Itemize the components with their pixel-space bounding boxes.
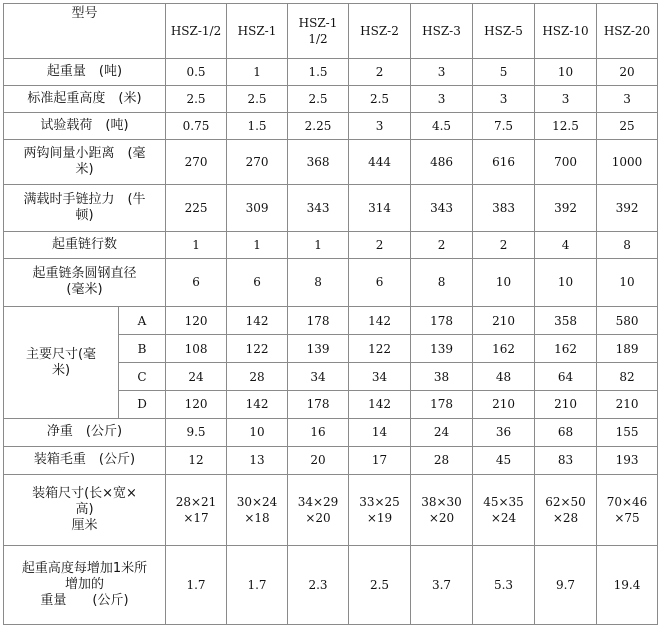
row-label: 起重量 (吨): [4, 58, 166, 85]
value-cell: 10: [597, 258, 658, 307]
table-row: [4, 258, 658, 307]
value-cell: 3: [411, 58, 473, 85]
value-cell: 45×35 ×24: [473, 474, 535, 545]
value-cell: 25: [597, 112, 658, 139]
value-cell: 2.5: [166, 85, 227, 112]
value-cell: 28×21 ×17: [166, 474, 227, 545]
value-cell: 2: [473, 231, 535, 258]
value-cell: 12: [166, 446, 227, 474]
model-cell: HSZ-1 1/2: [288, 4, 349, 59]
dimension-sub-label: A: [119, 307, 166, 335]
value-cell: 270: [166, 139, 227, 185]
value-cell: 30×24 ×18: [227, 474, 288, 545]
value-cell: 10: [535, 58, 597, 85]
row-label: 装箱毛重 (公斤): [4, 446, 166, 474]
value-cell: 0.75: [166, 112, 227, 139]
dimensions-label: 主要尺寸(毫 米): [4, 307, 119, 419]
value-cell: 14: [349, 418, 411, 446]
value-cell: 16: [288, 418, 349, 446]
row-label: 标准起重高度 (米): [4, 85, 166, 112]
dimension-sub-label: C: [119, 363, 166, 391]
value-cell: 38×30 ×20: [411, 474, 473, 545]
value-cell: 9.7: [535, 546, 597, 625]
value-cell: 12.5: [535, 112, 597, 139]
value-cell: 210: [535, 391, 597, 419]
value-cell: 2.25: [288, 112, 349, 139]
value-cell: 162: [473, 335, 535, 363]
row-label: 净重 (公斤): [4, 418, 166, 446]
value-cell: 5.3: [473, 546, 535, 625]
value-cell: 36: [473, 418, 535, 446]
value-cell: 1: [227, 231, 288, 258]
value-cell: 1: [288, 231, 349, 258]
value-cell: 7.5: [473, 112, 535, 139]
row-label: 装箱尺寸(长×宽× 高) 厘米: [4, 474, 166, 545]
value-cell: 314: [349, 185, 411, 232]
value-cell: 1.5: [227, 112, 288, 139]
value-cell: 1.7: [227, 546, 288, 625]
value-cell: 3: [597, 85, 658, 112]
value-cell: 178: [288, 391, 349, 419]
value-cell: 142: [227, 391, 288, 419]
value-cell: 4.5: [411, 112, 473, 139]
value-cell: 19.4: [597, 546, 658, 625]
dimension-sub-label: B: [119, 335, 166, 363]
value-cell: 2: [411, 231, 473, 258]
value-cell: 62×50 ×28: [535, 474, 597, 545]
model-cell: HSZ-10: [535, 4, 597, 59]
value-cell: 178: [411, 307, 473, 335]
value-cell: 142: [349, 307, 411, 335]
value-cell: 270: [227, 139, 288, 185]
value-cell: 1: [227, 58, 288, 85]
value-cell: 9.5: [166, 418, 227, 446]
value-cell: 24: [166, 363, 227, 391]
table-row: [4, 474, 658, 545]
row-label: 试验载荷 (吨): [4, 112, 166, 139]
value-cell: 486: [411, 139, 473, 185]
value-cell: 45: [473, 446, 535, 474]
value-cell: 2.3: [288, 546, 349, 625]
value-cell: 10: [535, 258, 597, 307]
value-cell: 68: [535, 418, 597, 446]
value-cell: 6: [166, 258, 227, 307]
value-cell: 20: [288, 446, 349, 474]
value-cell: 34: [349, 363, 411, 391]
value-cell: 6: [227, 258, 288, 307]
value-cell: 122: [227, 335, 288, 363]
dimension-row: [4, 307, 658, 335]
value-cell: 0.5: [166, 58, 227, 85]
value-cell: 38: [411, 363, 473, 391]
value-cell: 8: [411, 258, 473, 307]
value-cell: 2: [349, 58, 411, 85]
value-cell: 343: [288, 185, 349, 232]
model-cell: HSZ-1/2: [166, 4, 227, 59]
value-cell: 2.5: [227, 85, 288, 112]
value-cell: 700: [535, 139, 597, 185]
value-cell: 34×29 ×20: [288, 474, 349, 545]
value-cell: 383: [473, 185, 535, 232]
value-cell: 368: [288, 139, 349, 185]
value-cell: 108: [166, 335, 227, 363]
table-row: [4, 139, 658, 185]
value-cell: 5: [473, 58, 535, 85]
value-cell: 210: [597, 391, 658, 419]
value-cell: 392: [597, 185, 658, 232]
value-cell: 10: [227, 418, 288, 446]
model-cell: HSZ-2: [349, 4, 411, 59]
row-label: 起重高度每增加1米所 增加的 重量 (公斤): [4, 546, 166, 625]
value-cell: 210: [473, 307, 535, 335]
value-cell: 120: [166, 307, 227, 335]
value-cell: 1.7: [166, 546, 227, 625]
table-row: [4, 185, 658, 232]
value-cell: 64: [535, 363, 597, 391]
value-cell: 142: [227, 307, 288, 335]
value-cell: 3: [535, 85, 597, 112]
value-cell: 70×46 ×75: [597, 474, 658, 545]
header-row: [4, 4, 658, 59]
value-cell: 28: [411, 446, 473, 474]
spec-table: [3, 3, 658, 625]
value-cell: 210: [473, 391, 535, 419]
table-row: [4, 58, 658, 85]
model-label: 型号: [4, 4, 166, 59]
row-label: 两钩间量小距离 (毫 米): [4, 139, 166, 185]
value-cell: 17: [349, 446, 411, 474]
value-cell: 20: [597, 58, 658, 85]
table-row: [4, 231, 658, 258]
value-cell: 28: [227, 363, 288, 391]
value-cell: 6: [349, 258, 411, 307]
value-cell: 139: [411, 335, 473, 363]
value-cell: 358: [535, 307, 597, 335]
value-cell: 178: [288, 307, 349, 335]
value-cell: 48: [473, 363, 535, 391]
value-cell: 3.7: [411, 546, 473, 625]
value-cell: 34: [288, 363, 349, 391]
value-cell: 82: [597, 363, 658, 391]
value-cell: 580: [597, 307, 658, 335]
model-cell: HSZ-5: [473, 4, 535, 59]
value-cell: 122: [349, 335, 411, 363]
value-cell: 120: [166, 391, 227, 419]
value-cell: 13: [227, 446, 288, 474]
model-cell: HSZ-1: [227, 4, 288, 59]
model-cell: HSZ-3: [411, 4, 473, 59]
value-cell: 162: [535, 335, 597, 363]
table-row: [4, 112, 658, 139]
value-cell: 2.5: [349, 546, 411, 625]
value-cell: 8: [597, 231, 658, 258]
value-cell: 309: [227, 185, 288, 232]
model-cell: HSZ-20: [597, 4, 658, 59]
table-row: [4, 546, 658, 625]
table-row: [4, 418, 658, 446]
value-cell: 193: [597, 446, 658, 474]
table-row: [4, 85, 658, 112]
value-cell: 4: [535, 231, 597, 258]
spec-table-body: [4, 4, 658, 625]
value-cell: 3: [411, 85, 473, 112]
row-label: 起重链行数: [4, 231, 166, 258]
value-cell: 392: [535, 185, 597, 232]
value-cell: 1000: [597, 139, 658, 185]
row-label: 起重链条圆钢直径 (毫米): [4, 258, 166, 307]
value-cell: 1: [166, 231, 227, 258]
value-cell: 83: [535, 446, 597, 474]
value-cell: 2.5: [288, 85, 349, 112]
value-cell: 343: [411, 185, 473, 232]
value-cell: 225: [166, 185, 227, 232]
value-cell: 33×25 ×19: [349, 474, 411, 545]
value-cell: 189: [597, 335, 658, 363]
value-cell: 616: [473, 139, 535, 185]
value-cell: 8: [288, 258, 349, 307]
value-cell: 2.5: [349, 85, 411, 112]
value-cell: 24: [411, 418, 473, 446]
value-cell: 3: [349, 112, 411, 139]
value-cell: 139: [288, 335, 349, 363]
value-cell: 142: [349, 391, 411, 419]
table-row: [4, 446, 658, 474]
value-cell: 155: [597, 418, 658, 446]
value-cell: 1.5: [288, 58, 349, 85]
row-label: 满载时手链拉力 (牛 顿): [4, 185, 166, 232]
value-cell: 444: [349, 139, 411, 185]
dimension-sub-label: D: [119, 391, 166, 419]
value-cell: 178: [411, 391, 473, 419]
value-cell: 10: [473, 258, 535, 307]
value-cell: 3: [473, 85, 535, 112]
value-cell: 2: [349, 231, 411, 258]
